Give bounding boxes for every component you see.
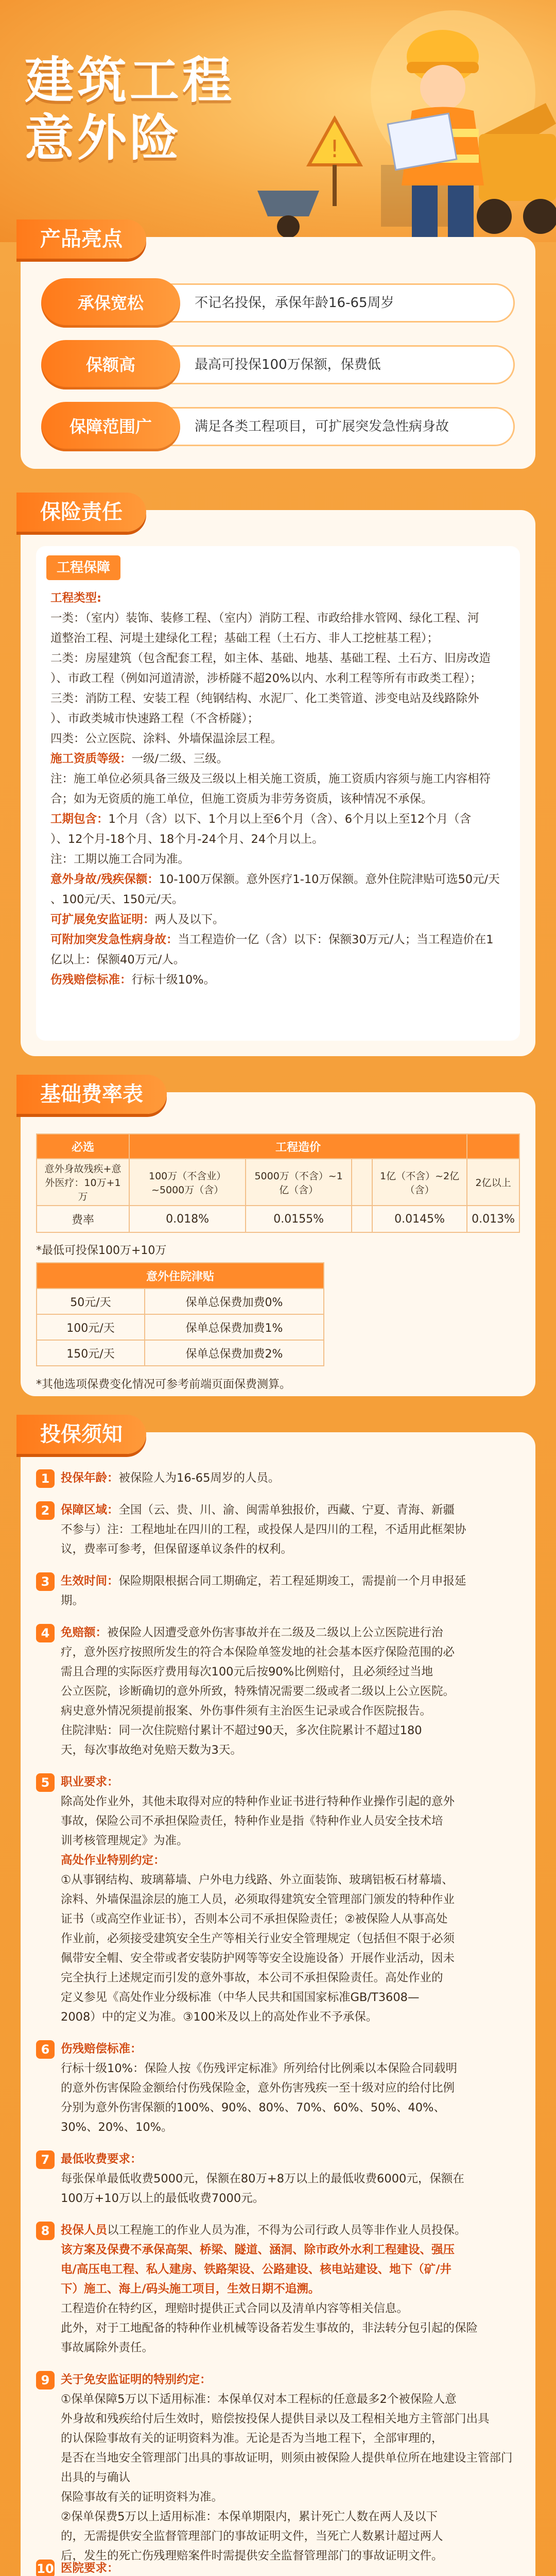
notice-line: 保障区域：全国（云、贵、川、渝、闽需单独报价，西藏、宁夏、青海、新疆 <box>61 1503 455 1517</box>
notice-line: 的，无需提供安全监督管理部门的事故证明文件，当死亡人数累计超过两人 <box>61 2530 443 2543</box>
notice-number: 2 <box>36 1501 55 1520</box>
notice-line: 100万+10万以上的最低收费7000元。 <box>61 2192 265 2205</box>
notice-line: 最低收费要求： <box>61 2153 142 2166</box>
notice-line: 后，发生的死亡伤残理赔案件时需提供安全监督管理部门的事故证明文件。 <box>61 2549 443 2563</box>
notice-line: 投保年龄：被保险人为16-65周岁的人员。 <box>61 1471 280 1485</box>
notice-line: 训考核管理规定》为准。 <box>61 1834 188 1848</box>
notice-line: ①保单保障5万以下适用标准：本保单仅对本工程标的任意最多2个被保险人意 <box>61 2393 457 2406</box>
svg-text:!: ! <box>329 135 340 163</box>
notice-line: 保险事故有关的证明资料为准。 <box>61 2490 223 2504</box>
notice-line: 的意外伤害保险金额给付伤残保险金，意外伤害残疾一至十级对应的给付比例 <box>61 2081 455 2095</box>
responsibility-line: 可附加突发急性病身故：当工程造价一亿（含）以下：保额30万元/人；当工程造价在1 <box>50 933 494 946</box>
notice-item <box>36 1623 520 1760</box>
notice-line: 除高处作业外，其他未取得对应的特种作业证书进行特种作业操作引起的意外 <box>61 1795 455 1808</box>
notice-line: 此外，对于工地配备的特种作业机械等设备若发生事故的，非法转分包引起的保险 <box>61 2321 478 2335</box>
hosp-amount: 50元/天 <box>37 1289 145 1314</box>
rate-subhead: 意外身故残疾+意外医疗：10万+1万 <box>37 1159 129 1206</box>
rate-subhead: 5000万（不含）~1亿（含） <box>246 1159 352 1206</box>
notice-item <box>36 1500 520 1559</box>
hero-title-line2: 意外险 <box>25 109 182 167</box>
hosp-rule: 保单总保费加费0% <box>145 1289 324 1314</box>
rates-title: 基础费率表 <box>16 1075 167 1114</box>
rate-value: 0.0145% <box>372 1206 467 1232</box>
responsibility-line: 二类：房屋建筑（包含配套工程，如主体、基础、地基、基础工程、土石方、旧房改造 <box>50 652 491 665</box>
notice-number: 1 <box>36 1469 55 1488</box>
responsibility-line: ）、市政类城市快速路工程（不含桥隧）； <box>50 712 259 725</box>
notice-line: 议，费率可参考，但保留逐单议条件的权利。 <box>61 1543 293 1556</box>
highlight-text: 满足各类工程项目，可扩展突发急性病身故 <box>170 407 515 446</box>
notice-item <box>36 2149 520 2208</box>
notice-line: 涂料、外墙保温涂层的施工人员，必须取得建筑安全管理部门颁发的特种作业 <box>61 1893 455 1906</box>
notice-line: 天，每次事故绝对免赔天数为3天。 <box>61 1743 242 1757</box>
highlight-text: 不记名投保，承保年龄16-65周岁 <box>170 283 515 323</box>
responsibility-line: 合；如为无资质的施工单位，但施工资质为非劳务资质，该种情况不承保。 <box>50 792 433 806</box>
notice-item <box>36 2039 520 2137</box>
responsibility-line: 道整治工程、河堤土建绿化工程；基础工程（土石方、非人工挖桩基工程）； <box>50 632 439 645</box>
notice-line: 30%、20%、10%。 <box>61 2121 173 2134</box>
highlight-item <box>41 340 515 389</box>
notice-line: 不参与）注：工程地址在四川的工程，或投保人是四川的工程，不适用此框架协 <box>61 1523 466 1536</box>
notice-line: 证书（或高空作业证书），否则本公司不承担保险责任；②被保险人从事高处 <box>61 1912 448 1926</box>
responsibility-line: 可扩展免安监证明：两人及以下。 <box>50 913 224 926</box>
notice-line: 疗，意外医疗按照所发生的符合本保险单签发地的社会基本医疗保险范围的必 <box>61 1646 455 1659</box>
responsibility-line: 四类：公立医院、涂料、外墙保温涂层工程。 <box>50 732 283 745</box>
responsibility-line: 施工资质等级：一级/二级、三级。 <box>50 752 229 766</box>
notice-card <box>21 1422 535 2576</box>
engineering-coverage-tag: 工程保障 <box>46 555 120 580</box>
notice-number: 8 <box>36 2222 55 2240</box>
notice-number: 10 <box>36 2560 55 2576</box>
notice-item <box>36 2558 520 2576</box>
responsibility-title: 保险责任 <box>16 493 146 532</box>
notice-text <box>61 1500 520 1559</box>
rate-row-label: 费率 <box>37 1206 129 1232</box>
notice-number: 6 <box>36 2040 55 2059</box>
notice-line: 医院要求： <box>61 2562 119 2575</box>
rate-head-cost: 工程造价 <box>129 1134 467 1159</box>
notice-line: 免赔额：被保险人因遭受意外伤害事故并在二级及二级以上公立医院进行治 <box>61 1626 443 1639</box>
notice-text <box>61 2039 520 2137</box>
responsibility-line: ）、市政工程（例如河道清淤，涉桥隧不超20%以内、水利工程等所有市政类工程）； <box>50 672 482 685</box>
rates-card <box>21 1082 535 1396</box>
notice-line: 伤残赔偿标准： <box>61 2042 142 2056</box>
notice-item <box>36 2221 520 2358</box>
highlight-text: 最高可投保100万保额，保费低 <box>170 345 515 384</box>
notice-line: 佩带安全帽、安全带或者安装防护网等等安全设施设备）开展作业活动，因未 <box>61 1952 455 1965</box>
hospital-allowance-head: 意外住院津贴 <box>37 1263 324 1289</box>
notice-line: ①从事钢结构、玻璃幕墙、户外电力线路、外立面装饰、玻璃铝板石材幕墙、 <box>61 1873 454 1887</box>
notice-text <box>61 2558 520 2576</box>
rate-subhead: 1亿（不含）~2亿（含） <box>372 1159 467 1206</box>
notice-line: 定义参见《高处作业分级标准（中华人民共和国国家标准GB/T3608— <box>61 1991 420 2004</box>
highlight-label: 保障范围广 <box>41 402 180 451</box>
hospital-allowance-table <box>36 1262 324 1366</box>
notice-line: 期。 <box>61 1594 84 1607</box>
notice-item <box>36 2370 520 2566</box>
rate-value: 0.013% <box>467 1206 519 1232</box>
notice-line: 分别为意外伤害保额的100%、90%、80%、70%、60%、50%、40%、 <box>61 2101 445 2114</box>
rate-subhead: 100万（不含业）~5000万（含） <box>129 1159 246 1206</box>
notice-line: 下）施工、海上/码头施工项目，生效日期不追溯。 <box>61 2282 320 2296</box>
responsibility-line: 一类：（室内）装饰、装修工程、（室内）消防工程、市政给排水管网、绿化工程、河 <box>50 612 479 625</box>
rate-note-min: *最低可投保100万+10万 <box>36 1244 167 1257</box>
notice-line: 完全执行上述规定而引发的意外事故，本公司不承担保险责任。高处作业的 <box>61 1971 443 1985</box>
rate-value: 0.018% <box>129 1206 246 1232</box>
responsibility-line: 工期包含：1个月（含）以下、1个月以上至6个月（含）、6个月以上至12个月（含 <box>50 812 472 826</box>
notice-line: 事故属除外责任。 <box>61 2341 154 2354</box>
hosp-rule: 保单总保费加费2% <box>145 1340 324 1366</box>
notice-line: 职业要求： <box>61 1775 119 1789</box>
notice-number: 4 <box>36 1624 55 1642</box>
hero-title <box>25 52 235 167</box>
notice-line: 的认保险事故有关的证明资料为准。无论是否为当地工程下，全部审理的， <box>61 2432 443 2445</box>
notice-item <box>36 1772 520 2027</box>
responsibility-line: 注：工期以施工合同为准。 <box>50 853 190 866</box>
responsibility-line: 伤残赔偿标准：行标十级10%。 <box>50 973 216 987</box>
notice-text <box>61 1571 520 1611</box>
notice-line: 作业前，必须接受建筑安全生产等相关行业安全管理规定（包括但不限于必须 <box>61 1932 455 1945</box>
notice-text <box>61 2370 520 2566</box>
notice-line: 电/高压电工程、私人建房、铁路架设、公路建设、核电站建设、地下（矿/井 <box>61 2263 451 2276</box>
notice-number: 3 <box>36 1572 55 1591</box>
notice-line: 需且合理的实际医疗费用每次100元后按90%比例赔付，且必须经过当地 <box>61 1665 433 1679</box>
responsibility-card <box>21 500 535 1056</box>
responsibility-line: 工程类型: <box>50 591 101 605</box>
responsibility-line: 注：施工单位必须具备三级及三级以上相关施工资质，施工资质内容须与施工内容相符 <box>50 772 491 786</box>
highlight-label: 承保宽松 <box>41 278 180 328</box>
table-row <box>37 1314 324 1340</box>
highlight-item <box>41 278 515 328</box>
highlight-label: 保额高 <box>41 340 180 389</box>
notice-line: 病史意外情况须提前报案、外伤事件须有主治医生记录或合作医院报告。 <box>61 1704 432 1718</box>
responsibility-line: 亿以上：保额40万元/人。 <box>50 953 185 967</box>
notice-header <box>16 1411 233 1454</box>
responsibility-line: 、100元/天、150元/天。 <box>50 893 184 906</box>
notice-line: 公立医院，诊断确切的意外所致，特殊情况需要二级或者二级以上公立医院。 <box>61 1685 455 1698</box>
construction-worker-illustration <box>237 0 556 242</box>
responsibility-box <box>36 546 520 1041</box>
notice-line: 工程造价在特约区，理赔时提供正式合同以及清单内容等相关信息。 <box>61 2302 409 2315</box>
rate-table <box>36 1133 520 1233</box>
highlights-header <box>16 215 233 259</box>
rate-head-required: 必选 <box>37 1134 129 1159</box>
notice-text <box>61 1772 520 2027</box>
notice-line: ②保单保费5万以上适用标准：本保单期限内，累计死亡人数在两人及以下 <box>61 2510 438 2523</box>
hosp-rule: 保单总保费加费1% <box>145 1314 324 1340</box>
responsibility-line: 意外身故/残疾保额：10-100万保额。意外医疗1-10万保额。意外住院津贴可选50元/天 <box>50 873 500 886</box>
rate-subhead: 2亿以上 <box>467 1159 519 1206</box>
notice-line: 事故，保险公司不承担保险责任，特种作业是指《特种作业人员安全技术培 <box>61 1815 443 1828</box>
notice-line: 外身故和残疾给付后生效时，赔偿按投保人提供目录以及工程相关地方主管部门出具 <box>61 2412 490 2426</box>
notice-line: 行标十级10%：保险人按《伤残评定标准》所列给付比例乘以本保险合同载明 <box>61 2062 458 2075</box>
notice-number: 7 <box>36 2150 55 2169</box>
notice-number: 9 <box>36 2371 55 2389</box>
notice-line: 每张保单最低收费5000元，保额在80万+8万以上的最低收费6000元，保额在 <box>61 2172 464 2185</box>
notice-text <box>61 2221 520 2358</box>
notice-line: 高处作业特别约定： <box>61 1854 165 1867</box>
notice-line: 住院津贴：同一次住院赔付累计不超过90天，多次住院累计不超过180 <box>61 1724 422 1737</box>
notice-line: 是否在当地安全管理部门出具的事故证明，则须由被保险人提供单位所在地建设主管部门出具的与确认 <box>61 2451 513 2484</box>
responsibility-line: ）、12个月-18个月、18个月-24个月、24个月以上。 <box>50 833 324 846</box>
notice-title: 投保须知 <box>16 1415 146 1454</box>
table-row <box>37 1340 324 1366</box>
hosp-amount: 150元/天 <box>37 1340 145 1366</box>
rate-value: 0.0155% <box>246 1206 352 1232</box>
notice-line: 2008）中的定义为准。③100米及以上的高处作业不予承保。 <box>61 2010 378 2024</box>
notice-text <box>61 2149 520 2208</box>
notice-line: 投保人员以工程施工的作业人员为准，不得为公司行政人员等非作业人员投保。 <box>61 2224 466 2237</box>
notice-line: 该方案及保费不承保高架、桥梁、隧道、涵洞、除市政外水利工程建设、强压 <box>61 2243 455 2257</box>
rates-header <box>16 1071 233 1114</box>
notice-item <box>36 1468 520 1488</box>
notice-line: 关于免安监证明的特别约定： <box>61 2373 212 2386</box>
highlights-card <box>21 227 535 469</box>
hosp-amount: 100元/天 <box>37 1314 145 1340</box>
notice-line: 生效时间：保险期限根据合同工期确定，若工程延期竣工，需提前一个月申报延 <box>61 1574 466 1588</box>
highlight-item <box>41 402 515 451</box>
hero-title-line1: 建筑工程 <box>25 52 235 109</box>
responsibility-line: 三类：消防工程、安装工程（纯钢结构、水泥厂、化工类管道、涉变电站及线路除外 <box>50 692 479 705</box>
notice-text <box>61 1468 520 1488</box>
highlights-title: 产品亮点 <box>16 219 146 259</box>
rate-note-other: *其他选项保费变化情况可参考前端页面保费测算。 <box>36 1378 291 1391</box>
notice-item <box>36 1571 520 1611</box>
hero-banner <box>0 0 556 242</box>
responsibility-header <box>16 488 233 532</box>
table-row <box>37 1289 324 1314</box>
notice-text <box>61 1623 520 1760</box>
responsibility-lines <box>50 588 506 990</box>
notice-number: 5 <box>36 1773 55 1792</box>
